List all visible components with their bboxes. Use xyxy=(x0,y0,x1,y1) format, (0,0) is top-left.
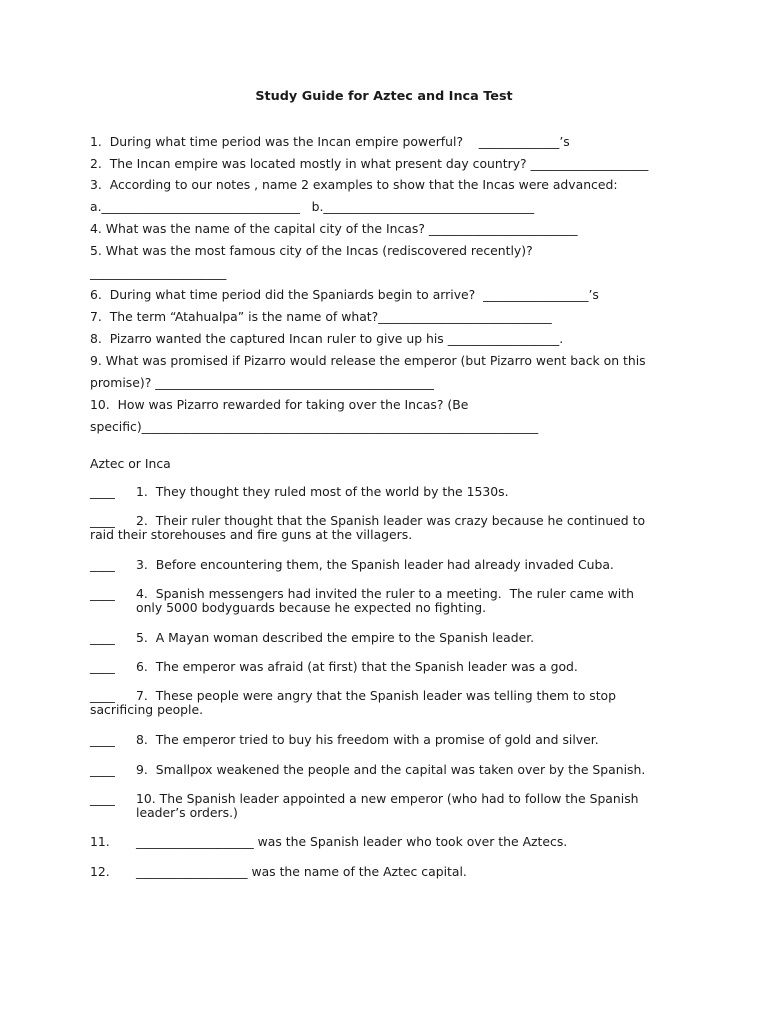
item-text: 4. Spanish messengers had invited the ruler to a meeting. The ruler came with xyxy=(136,586,634,601)
item-number: 12. xyxy=(90,864,110,879)
item-text-continued: leader’s orders.) xyxy=(136,805,238,820)
question-4: 4. What was the name of the capital city of the Incas? ________________________ xyxy=(90,221,578,236)
answer-blank: ____ xyxy=(90,659,115,674)
answer-blank: ____ xyxy=(90,557,115,572)
item-text: 1. They thought they ruled most of the world by the 1530s. xyxy=(136,484,509,499)
question-3: 3. According to our notes , name 2 examples to show that the Incas were advanced: xyxy=(90,177,618,192)
question-7: 7. The term “Atahualpa” is the name of what?____________________________ xyxy=(90,309,552,324)
item-text-continued: only 5000 bodyguards because he expected no fighting. xyxy=(136,600,487,615)
answer-blank: ____ xyxy=(90,791,115,806)
question-8: 8. Pizarro wanted the captured Incan ruler to give up his __________________. xyxy=(90,331,564,346)
answer-blank: ____ xyxy=(90,513,115,528)
question-2: 2. The Incan empire was located mostly in what present day country? ___________________ xyxy=(90,156,649,171)
answer-blank: ____ xyxy=(90,630,115,645)
item-text: 9. Smallpox weakened the people and the capital was taken over by the Spanish. xyxy=(136,762,646,777)
question-1: 1. During what time period was the Incan empire powerful? _____________’s xyxy=(90,134,570,149)
answer-blank: ____ xyxy=(90,762,115,777)
item-text-continued: raid their storehouses and fire guns at the villagers. xyxy=(90,527,413,542)
item-text: 6. The emperor was afraid (at first) that the Spanish leader was a god. xyxy=(136,659,578,674)
item-text: 5. A Mayan woman described the empire to the Spanish leader. xyxy=(136,630,535,645)
answer-blank: ____ xyxy=(90,688,115,703)
item-text: 2. Their ruler thought that the Spanish leader was crazy because he continued to xyxy=(136,513,646,528)
item-number: 11. xyxy=(90,834,110,849)
page-title: Study Guide for Aztec and Inca Test xyxy=(255,89,513,104)
question-9-answer: promise)? _____________________________________________ xyxy=(90,375,434,390)
item-text: ___________________ was the Spanish leader who took over the Aztecs. xyxy=(136,834,568,849)
answer-blank: ____ xyxy=(90,732,115,747)
item-text: 8. The emperor tried to buy his freedom with a promise of gold and silver. xyxy=(136,732,599,747)
item-text-continued: sacrificing people. xyxy=(90,702,204,717)
question-10-answer: specific)________________________________________________________________ xyxy=(90,419,539,434)
question-5: 5. What was the most famous city of the Incas (rediscovered recently)? xyxy=(90,243,533,258)
question-6: 6. During what time period did the Spaniards begin to arrive? _________________’s xyxy=(90,287,599,302)
item-text: __________________ was the name of the Aztec capital. xyxy=(136,864,467,879)
question-9: 9. What was promised if Pizarro would release the emperor (but Pizarro went back on this xyxy=(90,353,646,368)
item-text: 7. These people were angry that the Spanish leader was telling them to stop xyxy=(136,688,617,703)
section-heading: Aztec or Inca xyxy=(90,456,171,471)
item-text: 3. Before encountering them, the Spanish leader had already invaded Cuba. xyxy=(136,557,614,572)
answer-blank: ____ xyxy=(90,586,115,601)
question-3-answers: a.________________________________ b.__________________________________ xyxy=(90,199,535,214)
item-text: 10. The Spanish leader appointed a new emperor (who had to follow the Spanish xyxy=(136,791,639,806)
question-5-answer: ______________________ xyxy=(90,265,227,280)
answer-blank: ____ xyxy=(90,484,115,499)
question-10: 10. How was Pizarro rewarded for taking over the Incas? (Be xyxy=(90,397,469,412)
